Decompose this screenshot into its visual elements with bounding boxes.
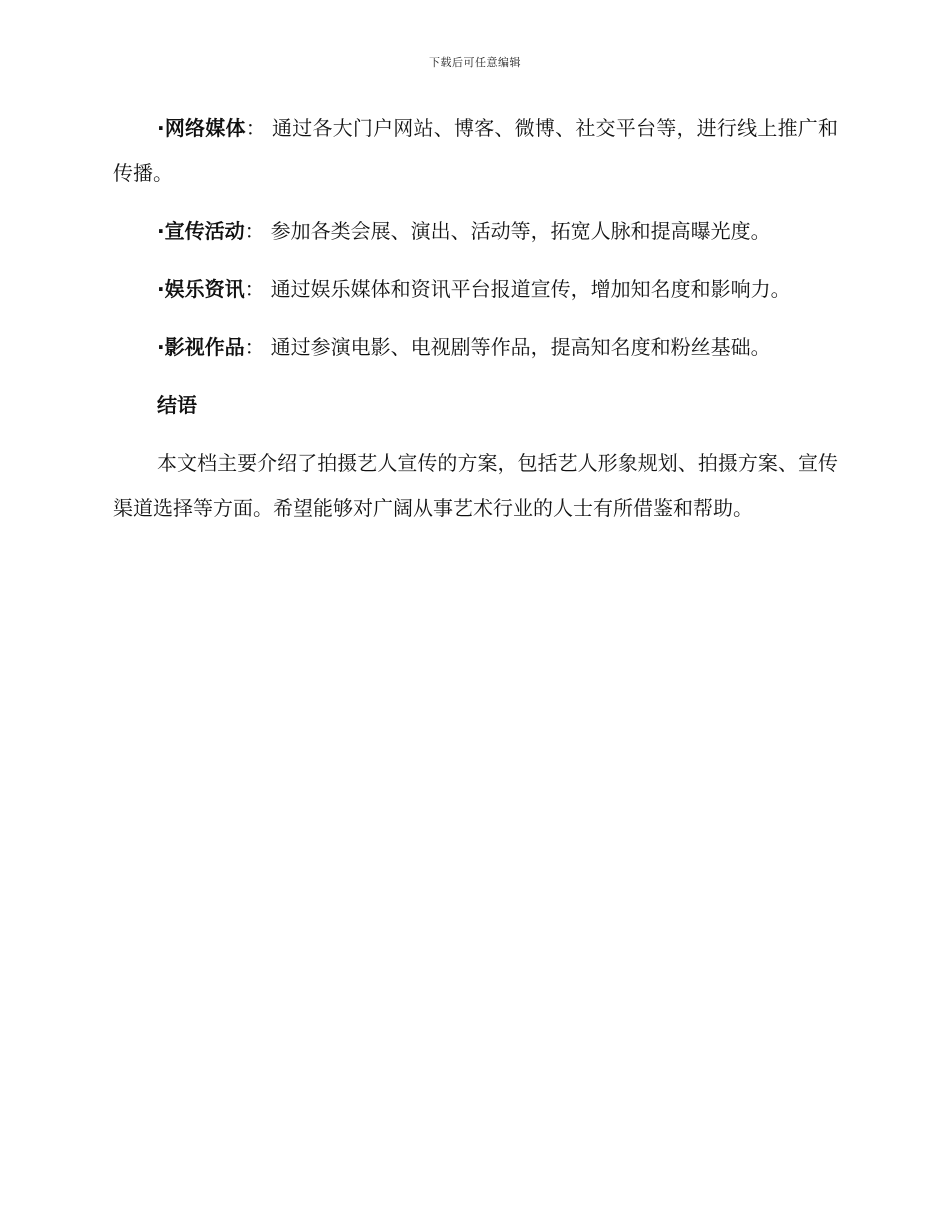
bullet-marker: ·: [157, 219, 165, 243]
bullet-text: 参加各类会展、演出、活动等，拓宽人脉和提高曝光度。: [270, 219, 771, 243]
bullet-text: 通过娱乐媒体和资讯平台报道宣传，增加知名度和影响力。: [270, 277, 791, 301]
bullet-term: 宣传活动: [164, 219, 245, 243]
bullet-marker: ·: [157, 277, 165, 301]
bullet-colon: ：: [244, 335, 265, 359]
bullet-item-promo-events: [113, 209, 838, 254]
bullet-colon: ：: [244, 219, 265, 243]
bullet-item-entertainment-news: [113, 267, 838, 312]
bullet-term: 娱乐资讯: [164, 277, 245, 301]
bullet-term: 影视作品: [164, 335, 245, 359]
bullet-colon: ：: [245, 116, 266, 140]
conclusion-heading: 结语: [157, 393, 197, 417]
bullet-marker: ·: [157, 335, 165, 359]
conclusion-paragraph: 本文档主要介绍了拍摄艺人宣传的方案，包括艺人形象规划、拍摄方案、宣传渠道选择等方面。希望能够对广阔从事艺术行业的人士有所借鉴和帮助。: [113, 451, 838, 520]
bullet-item-network-media: [113, 106, 838, 196]
bullet-colon: ：: [244, 277, 265, 301]
page-header: 下载后可任意编辑: [429, 56, 521, 69]
bullet-text: 通过各大门户网站、博客、微博、社交平台等，进行线上推广和传播。: [113, 116, 839, 185]
document-body: [113, 106, 838, 544]
bullet-item-film-works: [113, 325, 838, 370]
bullet-marker: ·: [157, 116, 165, 140]
bullet-text: 通过参演电影、电视剧等作品，提高知名度和粉丝基础。: [270, 335, 771, 359]
bullet-term: 网络媒体: [164, 116, 246, 140]
